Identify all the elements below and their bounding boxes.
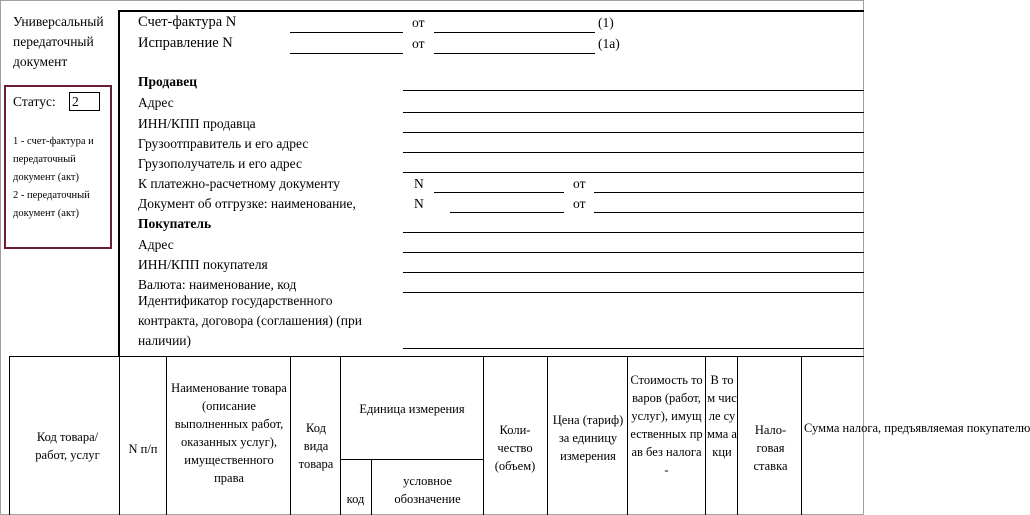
table-col-line: [9, 356, 10, 515]
col-header-name: Наименование товара (описание выполненных работ, оказанных услуг), имущественного права: [171, 381, 287, 485]
document-title-line-3: документ: [13, 54, 68, 69]
table-col-line: [627, 356, 628, 515]
contract-id-label: [138, 291, 362, 351]
shipment-doc-from-label: от: [573, 196, 586, 211]
status-legend-line-5: документ (акт): [13, 208, 79, 219]
shipment-doc-number-field[interactable]: [450, 212, 564, 213]
correction-date-field[interactable]: [434, 53, 595, 54]
col-header-kind-code: Код вида товара: [298, 421, 334, 471]
buyer-address-label: Адрес: [138, 237, 174, 252]
correction-ref: (1а): [598, 36, 620, 51]
correction-from-label: от: [412, 36, 425, 51]
col-header-num: N п/п: [128, 442, 158, 456]
contract-id-line-2: контракта, договора (соглашения) (при: [138, 313, 362, 328]
consignee-field[interactable]: [403, 172, 864, 173]
table-col-line: [371, 459, 372, 515]
buyer-inn-label: ИНН/КПП покупателя: [138, 257, 268, 272]
col-header-unit-symbol: условное обозначение: [394, 474, 461, 506]
unit-subheader-line: [340, 459, 483, 460]
seller-inn-label: ИНН/КПП продавца: [138, 116, 256, 131]
seller-field[interactable]: [403, 90, 864, 91]
seller-heading: Продавец: [138, 74, 198, 89]
consignee-label: Грузополучатель и его адрес: [138, 156, 303, 171]
payment-doc-from-label: от: [573, 176, 586, 191]
table-col-line: [737, 356, 738, 515]
col-header-price: Цена (тариф) за единицу измерения: [552, 413, 624, 463]
left-divider: [118, 10, 120, 356]
document-title-line-2: передаточный: [13, 34, 94, 49]
col-header-cost: Стоимость товаров (работ, услуг), имущественных прав без налога -: [630, 373, 703, 477]
seller-inn-field[interactable]: [403, 132, 864, 133]
col-header-excise: В том числе сумма акци: [707, 373, 737, 459]
contract-id-field[interactable]: [403, 348, 864, 349]
document-title: [13, 12, 104, 72]
status-value-field[interactable]: 2: [69, 92, 100, 111]
shipment-doc-label: Документ об отгрузке: наименование,: [138, 196, 356, 211]
status-legend: [13, 133, 113, 223]
invoice-number-field[interactable]: [290, 32, 403, 33]
table-col-line: [547, 356, 548, 515]
table-col-line: [119, 356, 120, 515]
invoice-date-field[interactable]: [434, 32, 595, 33]
table-col-line: [290, 356, 291, 515]
shipper-field[interactable]: [403, 152, 864, 153]
table-col-line: [705, 356, 706, 515]
buyer-address-field[interactable]: [403, 252, 864, 253]
col-header-unit: Единица измерения: [359, 402, 465, 416]
invoice-from-label: от: [412, 15, 425, 30]
col-header-code: Код товара/ работ, услуг: [35, 430, 100, 462]
table-col-line: [166, 356, 167, 515]
table-col-line: [483, 356, 484, 515]
status-legend-line-1: 1 - счет-фактура и: [13, 136, 94, 147]
correction-number-field[interactable]: [290, 53, 403, 54]
col-header-qty: Коли-чество (объем): [494, 423, 536, 473]
col-header-tax-rate: Нало-говая ставка: [753, 423, 788, 473]
status-legend-line-3: документ (акт): [13, 172, 79, 183]
payment-doc-n-label: N: [414, 176, 424, 191]
payment-doc-number-field[interactable]: [434, 192, 564, 193]
seller-address-label: Адрес: [138, 95, 174, 110]
shipper-label: Грузоотправитель и его адрес: [138, 136, 309, 151]
col-header-tax-sum: Сумма налога, предъявляемая покупателю: [804, 421, 1030, 435]
status-legend-line-2: передаточный: [13, 154, 76, 165]
currency-field[interactable]: [403, 292, 864, 293]
invoice-ref: (1): [598, 15, 614, 30]
buyer-heading: Покупатель: [138, 216, 212, 231]
correction-number-label: Исправление N: [138, 35, 233, 51]
buyer-inn-field[interactable]: [403, 272, 864, 273]
col-header-unit-code: код: [346, 492, 365, 506]
invoice-number-label: Счет-фактура N: [138, 14, 237, 30]
shipment-doc-date-field[interactable]: [594, 212, 864, 213]
contract-id-line-1: Идентификатор государственного: [138, 293, 333, 308]
buyer-field[interactable]: [403, 232, 864, 233]
payment-doc-date-field[interactable]: [594, 192, 864, 193]
seller-address-field[interactable]: [403, 112, 864, 113]
status-legend-line-4: 2 - передаточный: [13, 190, 90, 201]
currency-label: Валюта: наименование, код: [138, 277, 297, 292]
payment-doc-label: К платежно-расчетному документу: [138, 176, 340, 191]
shipment-doc-n-label: N: [414, 196, 424, 211]
document-title-line-1: Универсальный: [13, 14, 104, 29]
table-top-border: [9, 356, 864, 357]
contract-id-line-3: наличии): [138, 333, 192, 348]
status-label: Статус:: [13, 94, 56, 109]
